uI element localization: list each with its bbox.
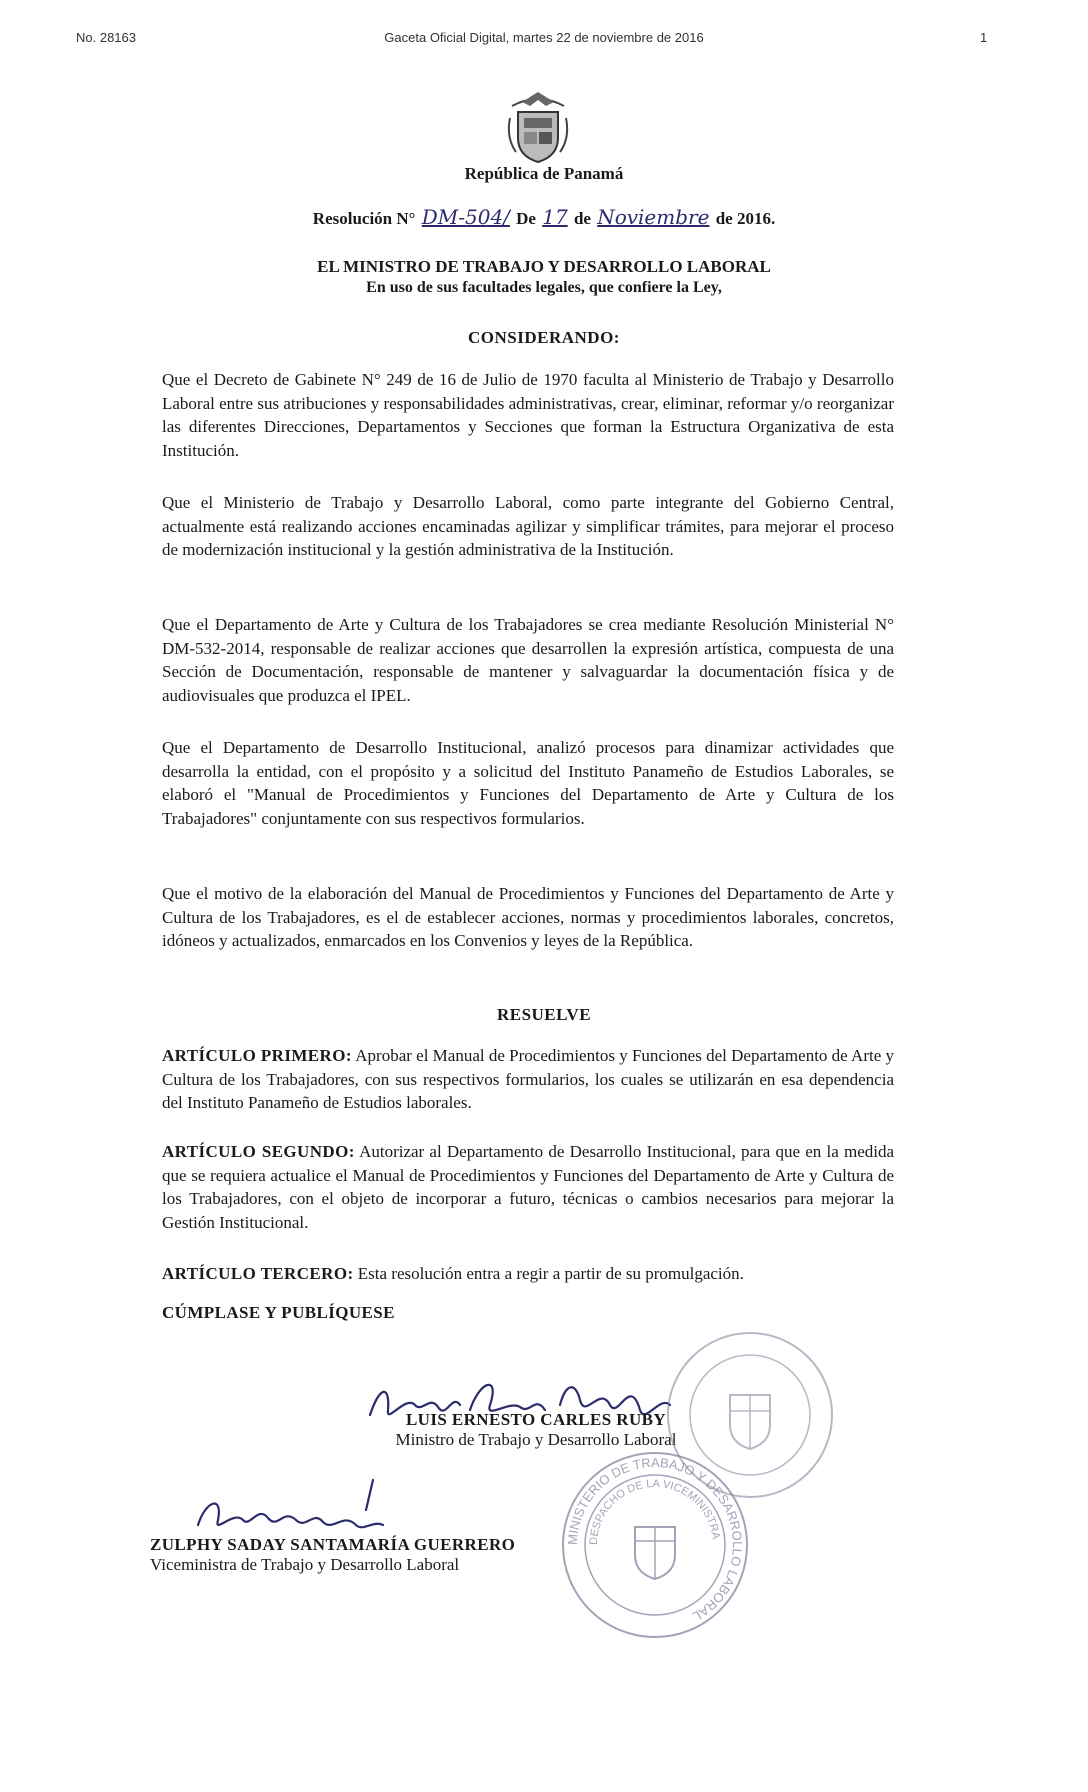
considerando-paragraph: Que el Departamento de Arte y Cultura de los Trabajadores se crea mediante Resolución Ministerial N° DM-532-2014, responsable de realizar acciones que desarrollen la expresión artística, compuesta de una Sección de Documentación, responsable de mantener y salvaguardar la documentación física y de audiovisuales que produzca el IPEL. xyxy=(162,615,894,705)
considerando-heading: CONSIDERANDO: xyxy=(468,328,620,347)
considerando-paragraph: Que el motivo de la elaboración del Manual de Procedimientos y Funciones del Departamento de Arte y Cultura de los Trabajadores, es el de establecer acciones, normas y procedimientos laborales, concretos, idóneos y actualizados, enmarcados en los Convenios y leyes de la República. xyxy=(162,884,894,950)
article-text: Autorizar al Departamento de Desarrollo Institucional, para que en la medida que se requiera actualice el Manual de Procedimientos y Funciones del Departamento de Arte y Cultura de los Trabajadores, con el objeto de incorporar a futuro, técnicas o cambios necesarios para mejorar la Gestión Institucional. xyxy=(162,1142,895,1232)
signatory-name: LUIS ERNESTO CARLES RUBY xyxy=(405,1410,667,1429)
coat-of-arms-icon xyxy=(502,88,574,168)
viceminister-signature-block xyxy=(150,1535,590,1575)
article-text: Aprobar el Manual de Procedimientos y Funciones del Departamento de Arte y Cultura de los Trabajadores, con sus respectivos formularios, los cuales se utilizarán en esa dependencia del Instituto Panameño de Estudios laborales. xyxy=(162,1046,895,1112)
considerando-paragraph: Que el Ministerio de Trabajo y Desarrollo Laboral, como parte integrante del Gobierno Central, actualmente está realizando acciones encaminadas agilizar y simplificar trámites, para mejorar el proceso de modernización institucional y la gestión administrativa de la Institución. xyxy=(162,493,894,559)
resuelve-heading: RESUELVE xyxy=(496,1005,592,1024)
minister-title: EL MINISTRO DE TRABAJO Y DESARROLLO LABORAL xyxy=(317,257,771,276)
resolution-number: DM-504/ xyxy=(421,205,510,229)
page-number: 1 xyxy=(980,30,988,45)
signatory-role: Ministro de Trabajo y Desarrollo Laboral xyxy=(395,1430,677,1449)
resolution-day: 17 xyxy=(542,205,568,229)
svg-text:DESPACHO DE LA VICEMINISTRA: DESPACHO DE LA VICEMINISTRA xyxy=(587,1477,722,1546)
gazette-number: No. 28163 xyxy=(76,30,136,45)
resolution-line xyxy=(0,205,1088,229)
article-label: ARTÍCULO SEGUNDO: xyxy=(162,1142,355,1161)
article-label: ARTÍCULO PRIMERO: xyxy=(162,1046,352,1065)
resolution-prefix: Resolución N° xyxy=(312,209,416,228)
article-first xyxy=(162,1044,894,1115)
article-label: ARTÍCULO TERCERO: xyxy=(162,1264,354,1283)
article-second xyxy=(162,1140,894,1234)
legal-powers-line: En uso de sus facultades legales, que confiere la Ley, xyxy=(366,279,722,296)
republic-heading: República de Panamá xyxy=(464,164,624,183)
svg-text:MINISTERIO DE TRABAJO Y DESARR: MINISTERIO DE TRABAJO Y DESARROLLO LABORAL xyxy=(564,1454,746,1625)
closing-formula: CÚMPLASE Y PUBLÍQUESE xyxy=(162,1303,395,1322)
resolution-de-2: de xyxy=(573,209,591,228)
viceminister-seal-icon xyxy=(555,1445,755,1645)
signatory-role: Viceministra de Trabajo y Desarrollo Laboral xyxy=(150,1555,460,1574)
gazette-header xyxy=(0,30,1088,50)
signatory-name: ZULPHY SADAY SANTAMARÍA GUERRERO xyxy=(150,1535,516,1554)
resolution-month: Noviembre xyxy=(597,205,710,229)
considerando-paragraph: Que el Decreto de Gabinete N° 249 de 16 de Julio de 1970 faculta al Ministerio de Trabajo y Desarrollo Laboral entre sus atribuciones y responsabilidades administrativas, crear, eliminar, reformar y/o reorganizar las diferentes Direcciones, Departamentos y Secciones que forman la Estructura Organizativa de esta Institución. xyxy=(162,370,894,460)
article-third xyxy=(162,1262,894,1286)
resolution-de: De xyxy=(516,209,536,228)
resolution-year: de 2016. xyxy=(715,209,776,228)
article-text: Esta resolución entra a regir a partir de su promulgación. xyxy=(357,1264,744,1283)
considerando-paragraph: Que el Departamento de Desarrollo Institucional, analizó procesos para dinamizar actividades que desarrolla la entidad, con el propósito y a solicitud del Instituto Panameño de Estudios Laborales, se elaboró el "Manual de Procedimientos y Funciones del Departamento de Arte y Cultura de los Trabajadores" conjuntamente con sus respectivos formularios. xyxy=(162,738,894,828)
gazette-title: Gaceta Oficial Digital, martes 22 de noviembre de 2016 xyxy=(384,30,704,45)
